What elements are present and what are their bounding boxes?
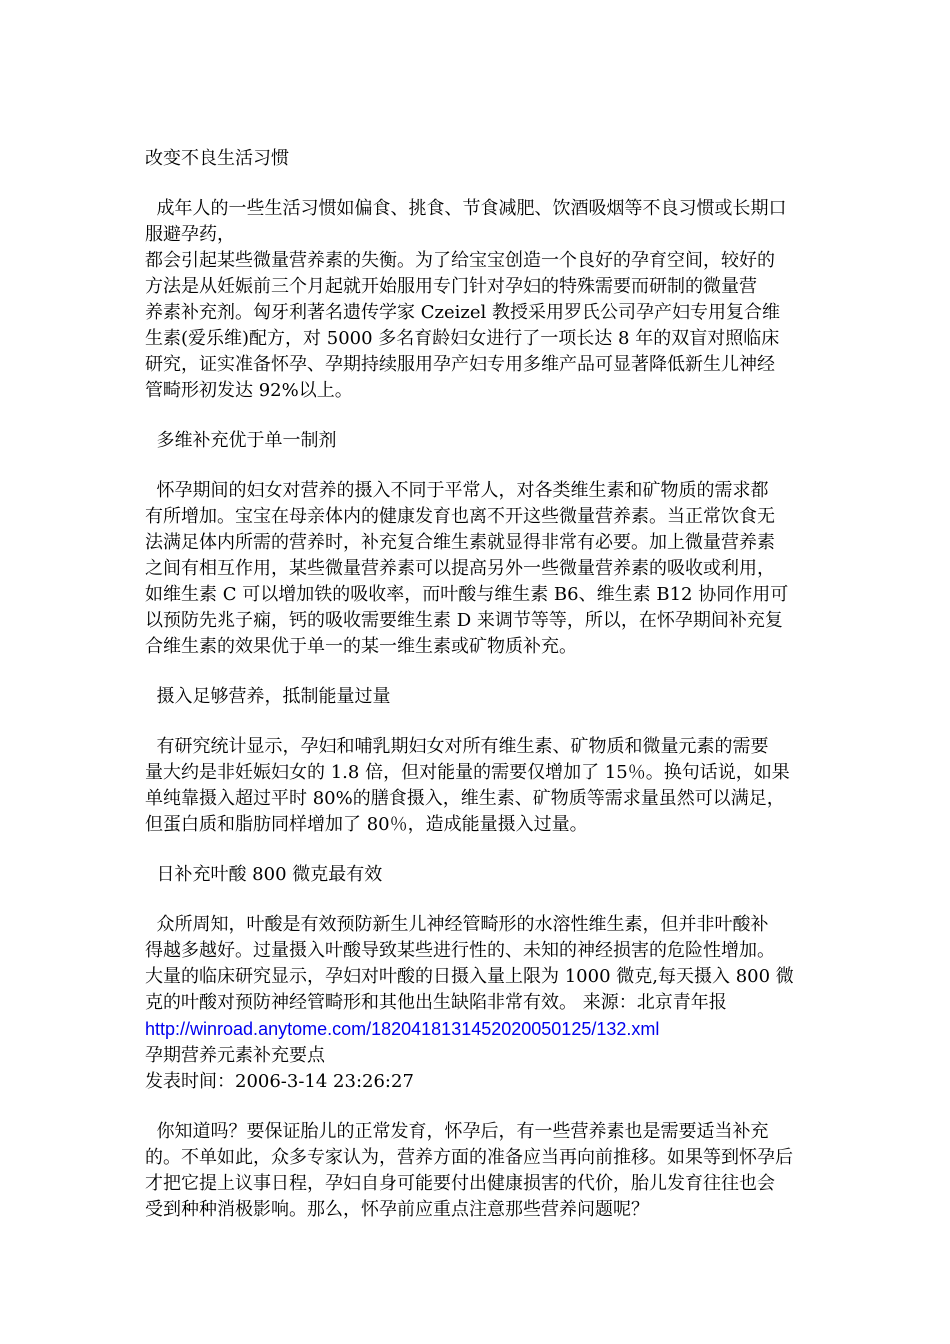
- paragraph-line: 怀孕期间的妇女对营养的摄入不同于平常人，对各类维生素和矿物质的需求都: [145, 480, 769, 501]
- paragraph-line: 得越多越好。过量摄入叶酸导致某些进行性的、未知的神经损害的危险性增加。: [145, 940, 775, 961]
- paragraph-line: 方法是从妊娠前三个月起就开始服用专门针对孕妇的特殊需要而研制的微量营: [145, 276, 757, 297]
- source-link[interactable]: http://winroad.anytome.com/18204181314520200501​25/132.xml: [145, 1019, 660, 1039]
- spacer: [145, 660, 810, 684]
- source-link-line: [145, 1016, 810, 1043]
- section-heading: 日补充叶酸 800 微克最有效: [145, 864, 383, 885]
- paragraph-line: 生素(爱乐维)配方，对 5000 多名育龄妇女进行了一项长达 8 年的双盲对照临床: [145, 328, 780, 349]
- paragraph-line: 大量的临床研究显示，孕妇对叶酸的日摄入量上限为 1000 微克,每天摄入 800 微: [145, 966, 794, 987]
- paragraph-line: 之间有相互作用，某些微量营养素可以提高另外一些微量营养素的吸收或利用，: [145, 558, 775, 579]
- spacer: [145, 404, 810, 428]
- spacer: [145, 888, 810, 912]
- paragraph-line: 才把它提上议事日程，孕妇自身可能要付出健康损害的代价，胎儿发育往往也会: [145, 1173, 775, 1194]
- paragraph-line: 的。不单如此，众多专家认为，营养方面的准备应当再向前推移。如果等到怀孕后: [145, 1147, 793, 1168]
- section-heading: 多维补充优于单一制剂: [145, 430, 337, 451]
- paragraph-line: 法满足体内所需的营养时，补充复合维生素就显得非常有必要。加上微量营养素: [145, 532, 775, 553]
- document-page: [145, 146, 810, 1223]
- paragraph-line: 管畸形初发达 92%以上。: [145, 380, 353, 401]
- spacer: [145, 1095, 810, 1119]
- paragraph-line: 养素补充剂。匈牙利著名遗传学家 Czeizel 教授采用罗氏公司孕产妇专用复合维: [145, 302, 780, 323]
- spacer: [145, 710, 810, 734]
- spacer: [145, 454, 810, 478]
- paragraph-line: 有所增加。宝宝在母亲体内的健康发育也离不开这些微量营养素。当正常饮食无: [145, 506, 775, 527]
- paragraph-line: 成年人的一些生活习惯如偏食、挑食、节食减肥、饮酒吸烟等不良习惯或长期口: [145, 198, 787, 219]
- paragraph-line: 众所周知，叶酸是有效预防新生儿神经管畸形的水溶性维生素，但并非叶酸补: [145, 914, 769, 935]
- spacer: [145, 172, 810, 196]
- paragraph-line: 有研究统计显示，孕妇和哺乳期妇女对所有维生素、矿物质和微量元素的需要: [145, 736, 769, 757]
- paragraph-line: 研究，证实准备怀孕、孕期持续服用孕产妇专用多维产品可显著降低新生儿神经: [145, 354, 775, 375]
- spacer: [145, 838, 810, 862]
- paragraph-line: 服避孕药，: [145, 224, 235, 245]
- paragraph-line: 量大约是非妊娠妇女的 1.8 倍，但对能量的需要仅增加了 15％。换句话说，如果: [145, 762, 790, 783]
- article-title: 孕期营养元素补充要点: [145, 1045, 325, 1066]
- section-heading: 摄入足够营养，抵制能量过量: [145, 686, 391, 707]
- published-time: 发表时间：2006-3-14 23:26:27: [145, 1071, 414, 1092]
- paragraph-line: 合维生素的效果优于单一的某一维生素或矿物质补充。: [145, 636, 577, 657]
- paragraph-line: 克的叶酸对预防神经管畸形和其他出生缺陷非常有效。 来源：北京青年报: [145, 992, 727, 1013]
- paragraph-line: 但蛋白质和脂肪同样增加了 80％，造成能量摄入过量。: [145, 814, 588, 835]
- paragraph-line: 如维生素 C 可以增加铁的吸收率，而叶酸与维生素 B6、维生素 B12 协同作用可: [145, 584, 789, 605]
- paragraph-line: 都会引起某些微量营养素的失衡。为了给宝宝创造一个良好的孕育空间，较好的: [145, 250, 775, 271]
- paragraph-line: 以预防先兆子痫，钙的吸收需要维生素 D 来调节等等，所以，在怀孕期间补充复: [145, 610, 783, 631]
- paragraph-line: 你知道吗？要保证胎儿的正常发育，怀孕后，有一些营养素也是需要适当补充: [145, 1121, 769, 1142]
- paragraph-line: 受到种种消极影响。那么，怀孕前应重点注意那些营养问题呢？: [145, 1199, 649, 1220]
- section-heading: 改变不良生活习惯: [145, 148, 289, 169]
- paragraph-line: 单纯靠摄入超过平时 80%的膳食摄入，维生素、矿物质等需求量虽然可以满足，: [145, 788, 785, 809]
